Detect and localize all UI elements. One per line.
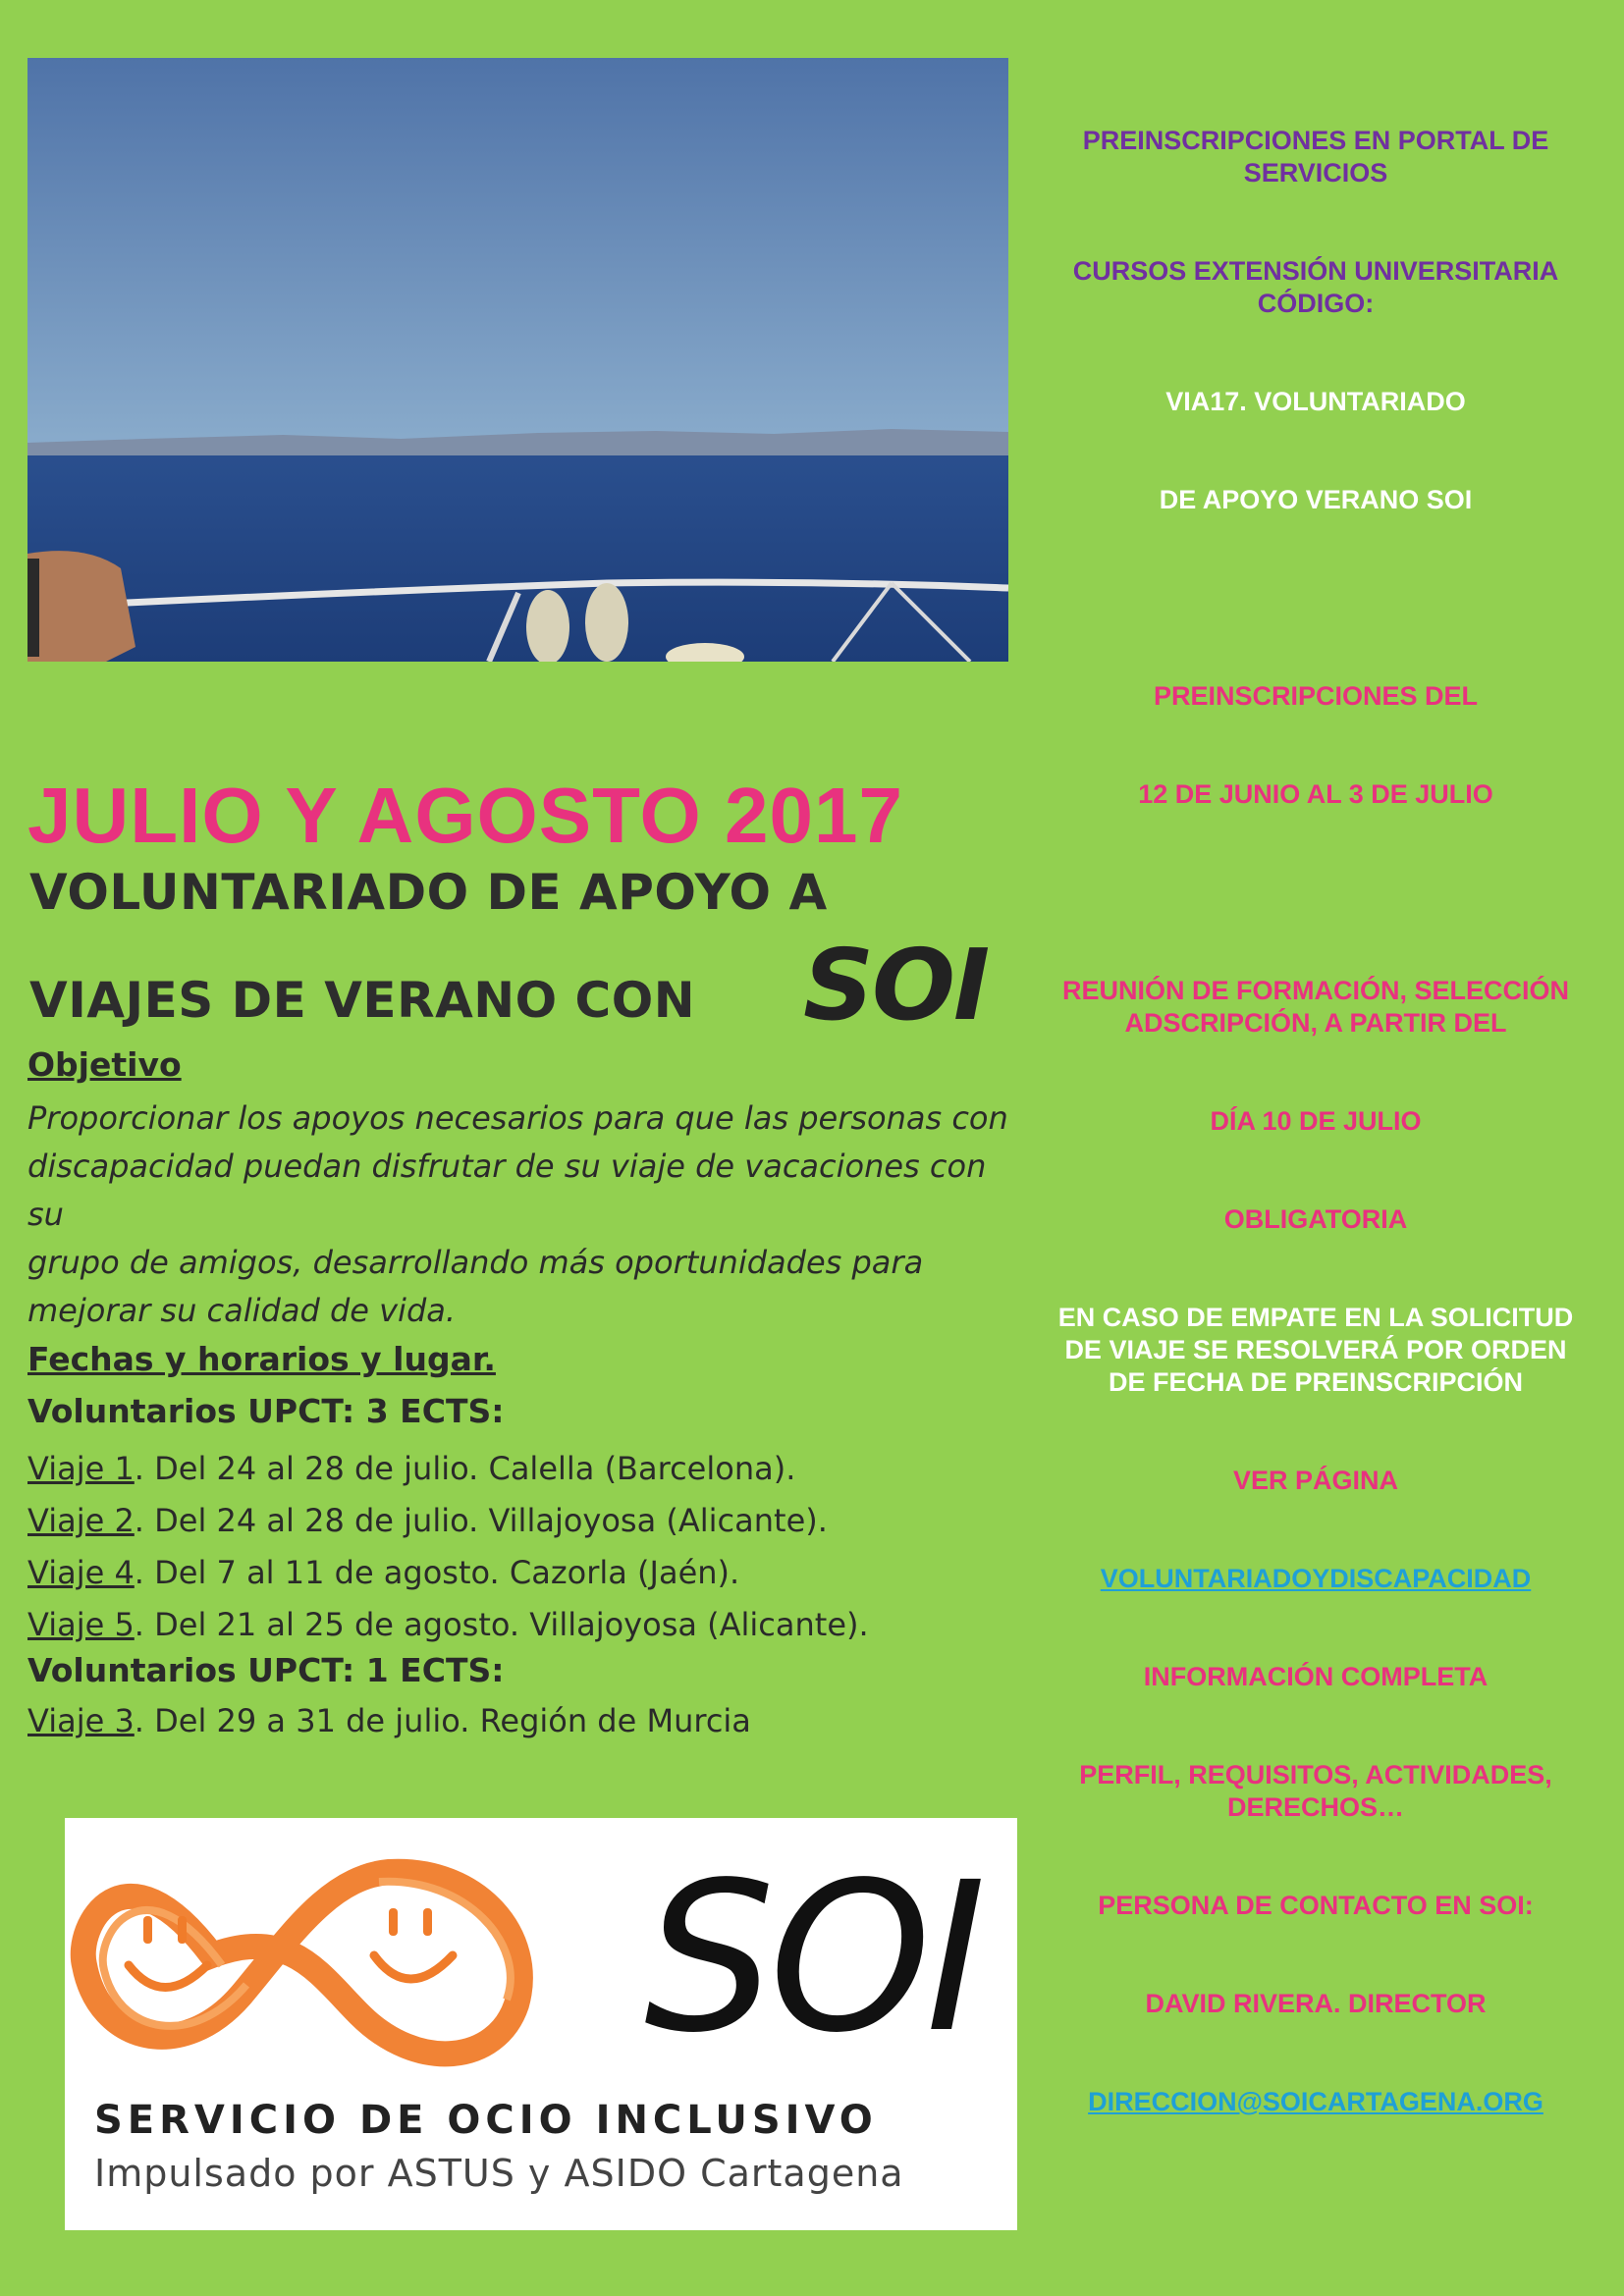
trip-list xyxy=(27,1443,869,1651)
cursos-line2: CÓDIGO: xyxy=(1257,289,1375,318)
trip-name: Viaje 1 xyxy=(27,1450,135,1487)
list-item xyxy=(27,1495,869,1547)
contacto-label: PERSONA DE CONTACTO EN SOI: xyxy=(1098,1891,1534,1920)
group2-heading: Voluntarios UPCT: 1 ECTS: xyxy=(27,1651,505,1689)
headline: JULIO Y AGOSTO 2017 xyxy=(27,772,903,859)
codigo-line1: VIA17. VOLUNTARIADO xyxy=(1165,387,1466,416)
sea-photo xyxy=(27,58,1008,662)
empate-line1: EN CASO DE EMPATE EN LA SOLICITUD xyxy=(1057,1303,1574,1332)
reunion-line2: ADSCRIPCIÓN, A PARTIR DEL xyxy=(1124,1008,1507,1038)
objetivo-title: Objetivo xyxy=(27,1045,182,1084)
trip-name: Viaje 4 xyxy=(27,1554,135,1591)
preinscripciones-del: PREINSCRIPCIONES DEL xyxy=(1153,681,1479,711)
cursos-line1: CURSOS EXTENSIÓN UNIVERSITARIA xyxy=(1072,256,1559,286)
portal-line2: SERVICIOS xyxy=(1243,158,1388,187)
website-link[interactable]: VOLUNTARIADOYDISCAPACIDAD xyxy=(1100,1564,1532,1593)
trip-detail: . Del 29 a 31 de julio. Región de Murcia xyxy=(134,1702,751,1739)
trip-detail: . Del 24 al 28 de julio. Villajoyosa (Alicante). xyxy=(134,1502,828,1539)
perfil-line1: PERFIL, REQUISITOS, ACTIVIDADES, xyxy=(1079,1760,1552,1789)
objetivo-line: discapacidad puedan disfrutar de su viaje de vacaciones con su xyxy=(27,1148,987,1233)
codigo-line2: DE APOYO VERANO SOI xyxy=(1159,485,1473,514)
director-name: DAVID RIVERA. DIRECTOR xyxy=(1145,1989,1487,2018)
list-item xyxy=(27,1702,751,1739)
subheading-line2: VIAJES DE VERANO CON xyxy=(29,972,696,1029)
list-item xyxy=(27,1599,869,1651)
empate-line3: DE FECHA DE PREINSCRIPCIÓN xyxy=(1108,1367,1524,1397)
trip-name: Viaje 2 xyxy=(27,1502,135,1539)
fechas-title: Fechas y horarios y lugar. xyxy=(27,1340,496,1378)
logo-brand: SOI xyxy=(644,1838,981,2078)
logo-line2: Impulsado por ASTUS y ASIDO Cartagena xyxy=(94,2152,904,2195)
objetivo-text xyxy=(27,1095,1009,1335)
list-item xyxy=(27,1547,869,1599)
info-completa: INFORMACIÓN COMPLETA xyxy=(1143,1662,1489,1691)
empate-line2: DE VIAJE SE RESOLVERÁ POR ORDEN xyxy=(1064,1335,1567,1364)
infinity-smiley-icon xyxy=(65,1818,654,2093)
group1-heading: Voluntarios UPCT: 3 ECTS: xyxy=(27,1392,505,1430)
trip-name: Viaje 5 xyxy=(27,1606,135,1643)
email-link[interactable]: DIRECCION@SOICARTAGENA.ORG xyxy=(1088,2087,1543,2116)
logo-line1: SERVICIO DE OCIO INCLUSIVO xyxy=(94,2098,878,2143)
list-item xyxy=(27,1443,869,1495)
subheading-line1: VOLUNTARIADO DE APOYO A xyxy=(29,864,828,921)
trip-detail: . Del 24 al 28 de julio. Calella (Barcelona). xyxy=(134,1450,796,1487)
soi-logo xyxy=(65,1818,1017,2230)
objetivo-line: Proporcionar los apoyos necesarios para que las personas con xyxy=(27,1099,1008,1137)
ver-pagina: VER PÁGINA xyxy=(1232,1466,1399,1495)
trip-name: Viaje 3 xyxy=(27,1702,135,1739)
objetivo-line: mejorar su calidad de vida. xyxy=(27,1292,457,1329)
portal-line1: PREINSCRIPCIONES EN PORTAL DE xyxy=(1082,126,1549,155)
obligatoria: OBLIGATORIA xyxy=(1223,1204,1408,1234)
reunion-line1: REUNIÓN DE FORMACIÓN, SELECCIÓN xyxy=(1061,976,1570,1005)
trip-detail: . Del 7 al 11 de agosto. Cazorla (Jaén). xyxy=(134,1554,740,1591)
reunion-date: DÍA 10 DE JULIO xyxy=(1210,1106,1422,1136)
preinscripcion-dates: 12 DE JUNIO AL 3 DE JULIO xyxy=(1138,779,1493,809)
trip-detail: . Del 21 al 25 de agosto. Villajoyosa (Alicante). xyxy=(134,1606,869,1643)
perfil-line2: DERECHOS… xyxy=(1226,1792,1405,1822)
subheading-brand: SOI xyxy=(803,928,989,1042)
objetivo-line: grupo de amigos, desarrollando más oportunidades para xyxy=(27,1244,924,1281)
